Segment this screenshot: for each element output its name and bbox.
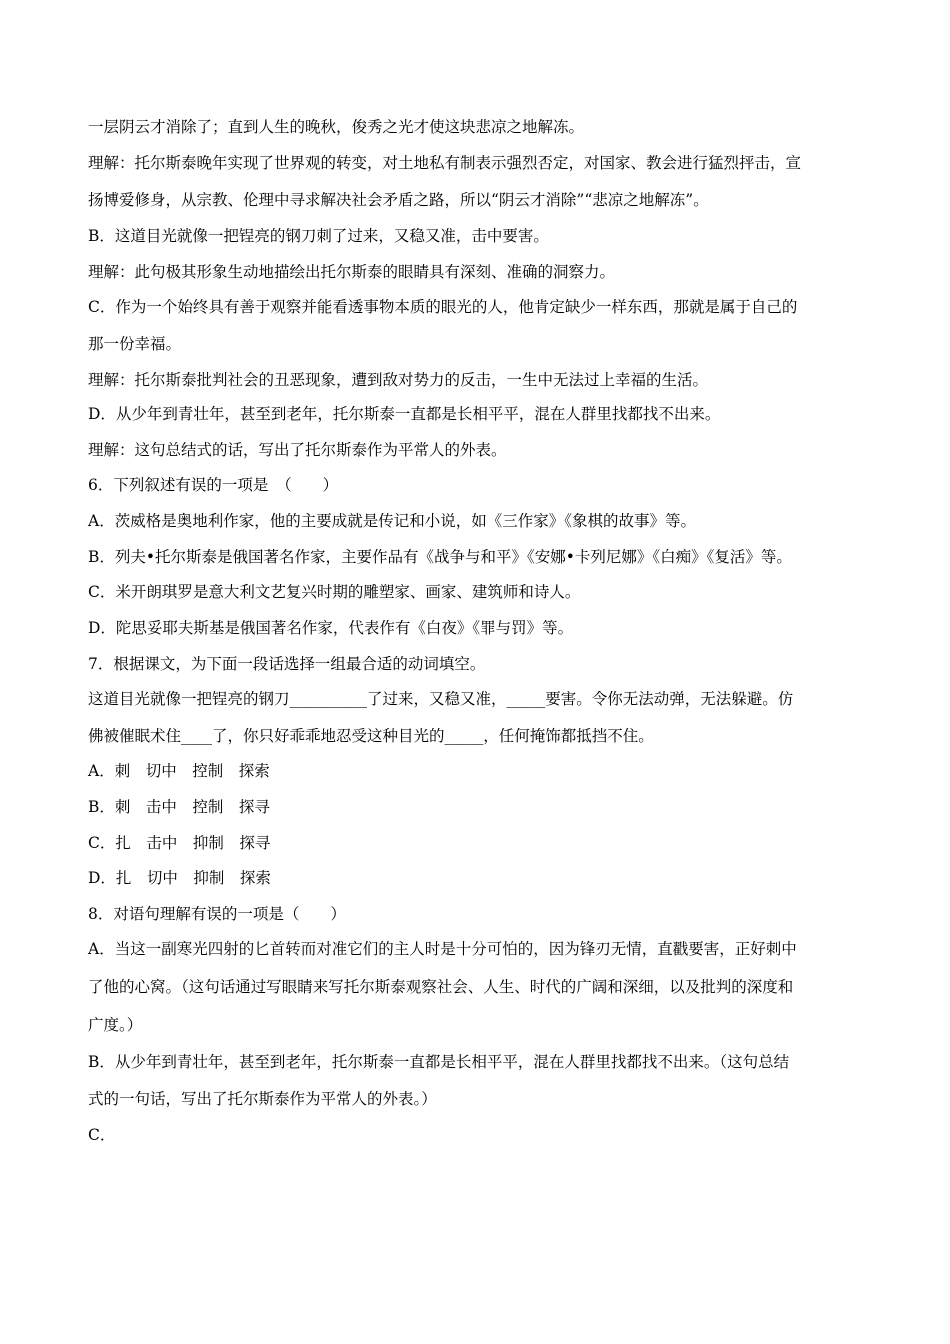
option-line: D．陀思妥耶夫斯基是俄国著名作家，代表作有《白夜》《罪与罚》等。: [88, 619, 574, 637]
text-line: 扬博爱修身，从宗教、伦理中寻求解决社会矛盾之路，所以“阴云才消除”“悲凉之地解冻”。: [88, 191, 709, 209]
text-line: 理解：托尔斯泰批判社会的丑恶现象，遭到敌对势力的反击，一生中无法过上幸福的生活。: [88, 371, 709, 389]
option-line: B．从少年到青壮年，甚至到老年，托尔斯泰一直都是长相平平，混在人群里找都找不出来。（这句总结: [88, 1053, 790, 1071]
text-line: 式的一句话，写出了托尔斯泰作为平常人的外表。）: [88, 1090, 437, 1108]
option-line: C．: [88, 1126, 116, 1144]
option-line: A．当这一副寒光四射的匕首转而对准它们的主人时是十分可怕的，因为锋刃无情，直戳要害，正好刺中: [88, 940, 797, 958]
text-line: 那一份幸福。: [88, 335, 182, 353]
text-line: 广度。）: [88, 1016, 143, 1034]
question-line: 7．根据课文，为下面一段话选择一组最合适的动词填空。: [88, 655, 486, 673]
text-line: 理解：托尔斯泰晚年实现了世界观的转变，对土地私有制表示强烈否定，对国家、教会进行猛烈抨击，宣: [88, 154, 802, 172]
text-line: 佛被催眠术住____了，你只好乖乖地忍受这种目光的_____，任何掩饰都抵挡不住。: [88, 727, 654, 745]
question-line: 6．下列叙述有误的一项是 （ ）: [88, 476, 339, 494]
text-line: 这道目光就像一把锃亮的钢刀__________了过来，又稳又准，_____要害。令你无法动弹，无法躲避。仿: [88, 690, 794, 708]
option-line: B．这道目光就像一把锃亮的钢刀刺了过来，又稳又准，击中要害。: [88, 227, 549, 245]
question-line: 8．对语句理解有误的一项是（ ）: [88, 905, 346, 923]
option-line: B．刺 击中 控制 探寻: [88, 798, 270, 816]
text-line: 了他的心窝。（这句话通过写眼睛来写托尔斯泰观察社会、人生、时代的广阔和深细，以及批判的深度和: [88, 978, 794, 996]
text-line: 理解：此句极其形象生动地描绘出托尔斯泰的眼睛具有深刻、准确的洞察力。: [88, 263, 616, 281]
text-line: 一层阴云才消除了；直到人生的晚秋，俊秀之光才使这块悲凉之地解冻。: [88, 118, 585, 136]
option-line: C．米开朗琪罗是意大利文艺复兴时期的雕塑家、画家、建筑师和诗人。: [88, 583, 581, 601]
option-line: C．扎 击中 抑制 探寻: [88, 834, 271, 852]
option-line: B．列夫•托尔斯泰是俄国著名作家，主要作品有《战争与和平》《安娜•卡列尼娜》《白痴》《复活》等。: [88, 548, 792, 566]
option-line: A．刺 切中 控制 探索: [88, 762, 270, 780]
option-line: C．作为一个始终具有善于观察并能看透事物本质的眼光的人，他肯定缺少一样东西，那就是属于自己的: [88, 298, 798, 316]
option-line: D．从少年到青壮年，甚至到老年，托尔斯泰一直都是长相平平，混在人群里找都找不出来。: [88, 405, 721, 423]
text-line: 理解：这句总结式的话，写出了托尔斯泰作为平常人的外表。: [88, 441, 507, 459]
option-line: A．茨威格是奥地利作家，他的主要成就是传记和小说，如《三作家》《象棋的故事》等。: [88, 512, 696, 530]
option-line: D．扎 切中 抑制 探索: [88, 869, 271, 887]
